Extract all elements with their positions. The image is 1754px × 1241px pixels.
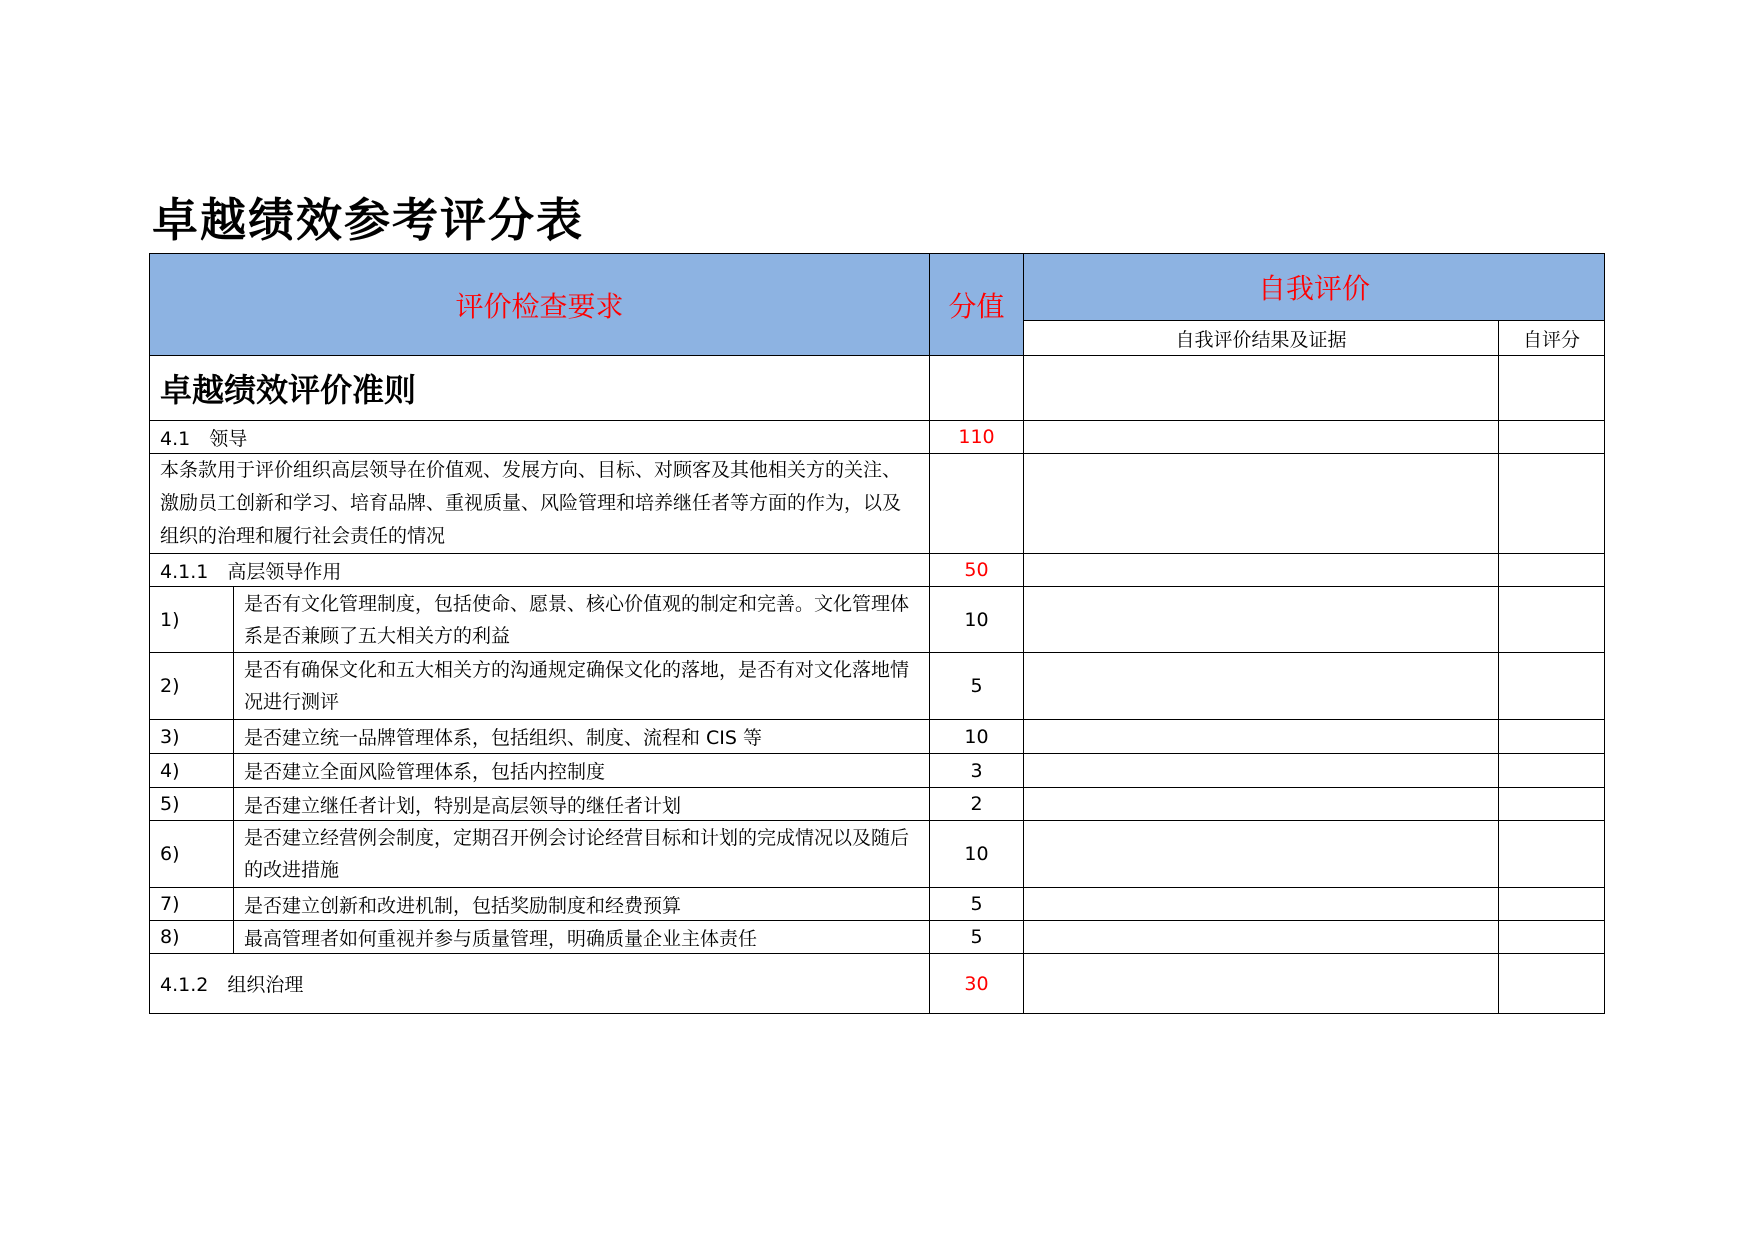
score-table [149,253,1605,1014]
item-text: 最高管理者如何重视并参与质量管理，明确质量企业主体责任 [234,921,930,954]
item-score: 5 [930,653,1024,720]
self-score-cell[interactable] [1499,821,1605,888]
clause-4-1-1-score: 50 [930,554,1024,587]
header-requirement: 评价检查要求 [150,254,930,356]
item-text: 是否建立统一品牌管理体系，包括组织、制度、流程和 CIS 等 [234,720,930,754]
item-score: 2 [930,788,1024,821]
item-number: 6) [150,821,234,888]
clause-4-1-1-label: 4.1.1 高层领导作用 [150,554,930,587]
evidence-cell[interactable] [1024,754,1499,788]
self-score-cell[interactable] [1499,788,1605,821]
evidence-cell[interactable] [1024,888,1499,921]
self-score-cell[interactable] [1499,954,1605,1014]
self-score-cell[interactable] [1499,653,1605,720]
self-score-cell[interactable] [1499,754,1605,788]
evidence-cell[interactable] [1024,788,1499,821]
self-score-cell[interactable] [1499,720,1605,754]
header-result-evidence: 自我评价结果及证据 [1024,321,1499,356]
evidence-cell[interactable] [1024,587,1499,653]
evidence-cell[interactable] [1024,454,1499,554]
self-score-cell[interactable] [1499,554,1605,587]
clause-4-1-score: 110 [930,421,1024,454]
evidence-cell[interactable] [1024,554,1499,587]
item-text: 是否有文化管理制度，包括使命、愿景、核心价值观的制定和完善。文化管理体系是否兼顾了五大相关方的利益 [234,587,930,653]
item-number: 3) [150,720,234,754]
item-score: 10 [930,587,1024,653]
self-score-cell[interactable] [1499,587,1605,653]
item-score: 3 [930,754,1024,788]
item-score: 5 [930,921,1024,954]
evidence-cell[interactable] [1024,421,1499,454]
item-text: 是否建立全面风险管理体系，包括内控制度 [234,754,930,788]
self-score-cell[interactable] [1499,921,1605,954]
item-text: 是否有确保文化和五大相关方的沟通规定确保文化的落地，是否有对文化落地情况进行测评 [234,653,930,720]
item-text: 是否建立继任者计划，特别是高层领导的继任者计划 [234,788,930,821]
evidence-cell[interactable] [1024,921,1499,954]
score-cell [930,356,1024,421]
self-score-cell[interactable] [1499,356,1605,421]
clause-4-1-2-label: 4.1.2 组织治理 [150,954,930,1014]
clause-4-1-label: 4.1 领导 [150,421,930,454]
clause-4-1-description: 本条款用于评价组织高层领导在价值观、发展方向、目标、对顾客及其他相关方的关注、激励员工创新和学习、培育品牌、重视质量、风险管理和培养继任者等方面的作为，以及组织的治理和履行社会责任的情况 [150,454,930,554]
evidence-cell[interactable] [1024,954,1499,1014]
item-number: 1) [150,587,234,653]
evidence-cell[interactable] [1024,720,1499,754]
item-number: 7) [150,888,234,921]
header-self-eval: 自我评价 [1024,254,1605,321]
evidence-cell[interactable] [1024,356,1499,421]
score-cell [930,454,1024,554]
item-text: 是否建立创新和改进机制，包括奖励制度和经费预算 [234,888,930,921]
clause-4-1-2-score: 30 [930,954,1024,1014]
self-score-cell[interactable] [1499,421,1605,454]
evidence-cell[interactable] [1024,821,1499,888]
evidence-cell[interactable] [1024,653,1499,720]
item-number: 2) [150,653,234,720]
self-score-cell[interactable] [1499,888,1605,921]
item-score: 10 [930,720,1024,754]
item-number: 4) [150,754,234,788]
section-title: 卓越绩效评价准则 [150,356,930,421]
item-text: 是否建立经营例会制度，定期召开例会讨论经营目标和计划的完成情况以及随后的改进措施 [234,821,930,888]
header-self-score: 自评分 [1499,321,1605,356]
self-score-cell[interactable] [1499,454,1605,554]
page-title: 卓越绩效参考评分表 [152,193,584,247]
item-number: 5) [150,788,234,821]
item-score: 5 [930,888,1024,921]
item-score: 10 [930,821,1024,888]
item-number: 8) [150,921,234,954]
header-score-value: 分值 [930,254,1024,356]
